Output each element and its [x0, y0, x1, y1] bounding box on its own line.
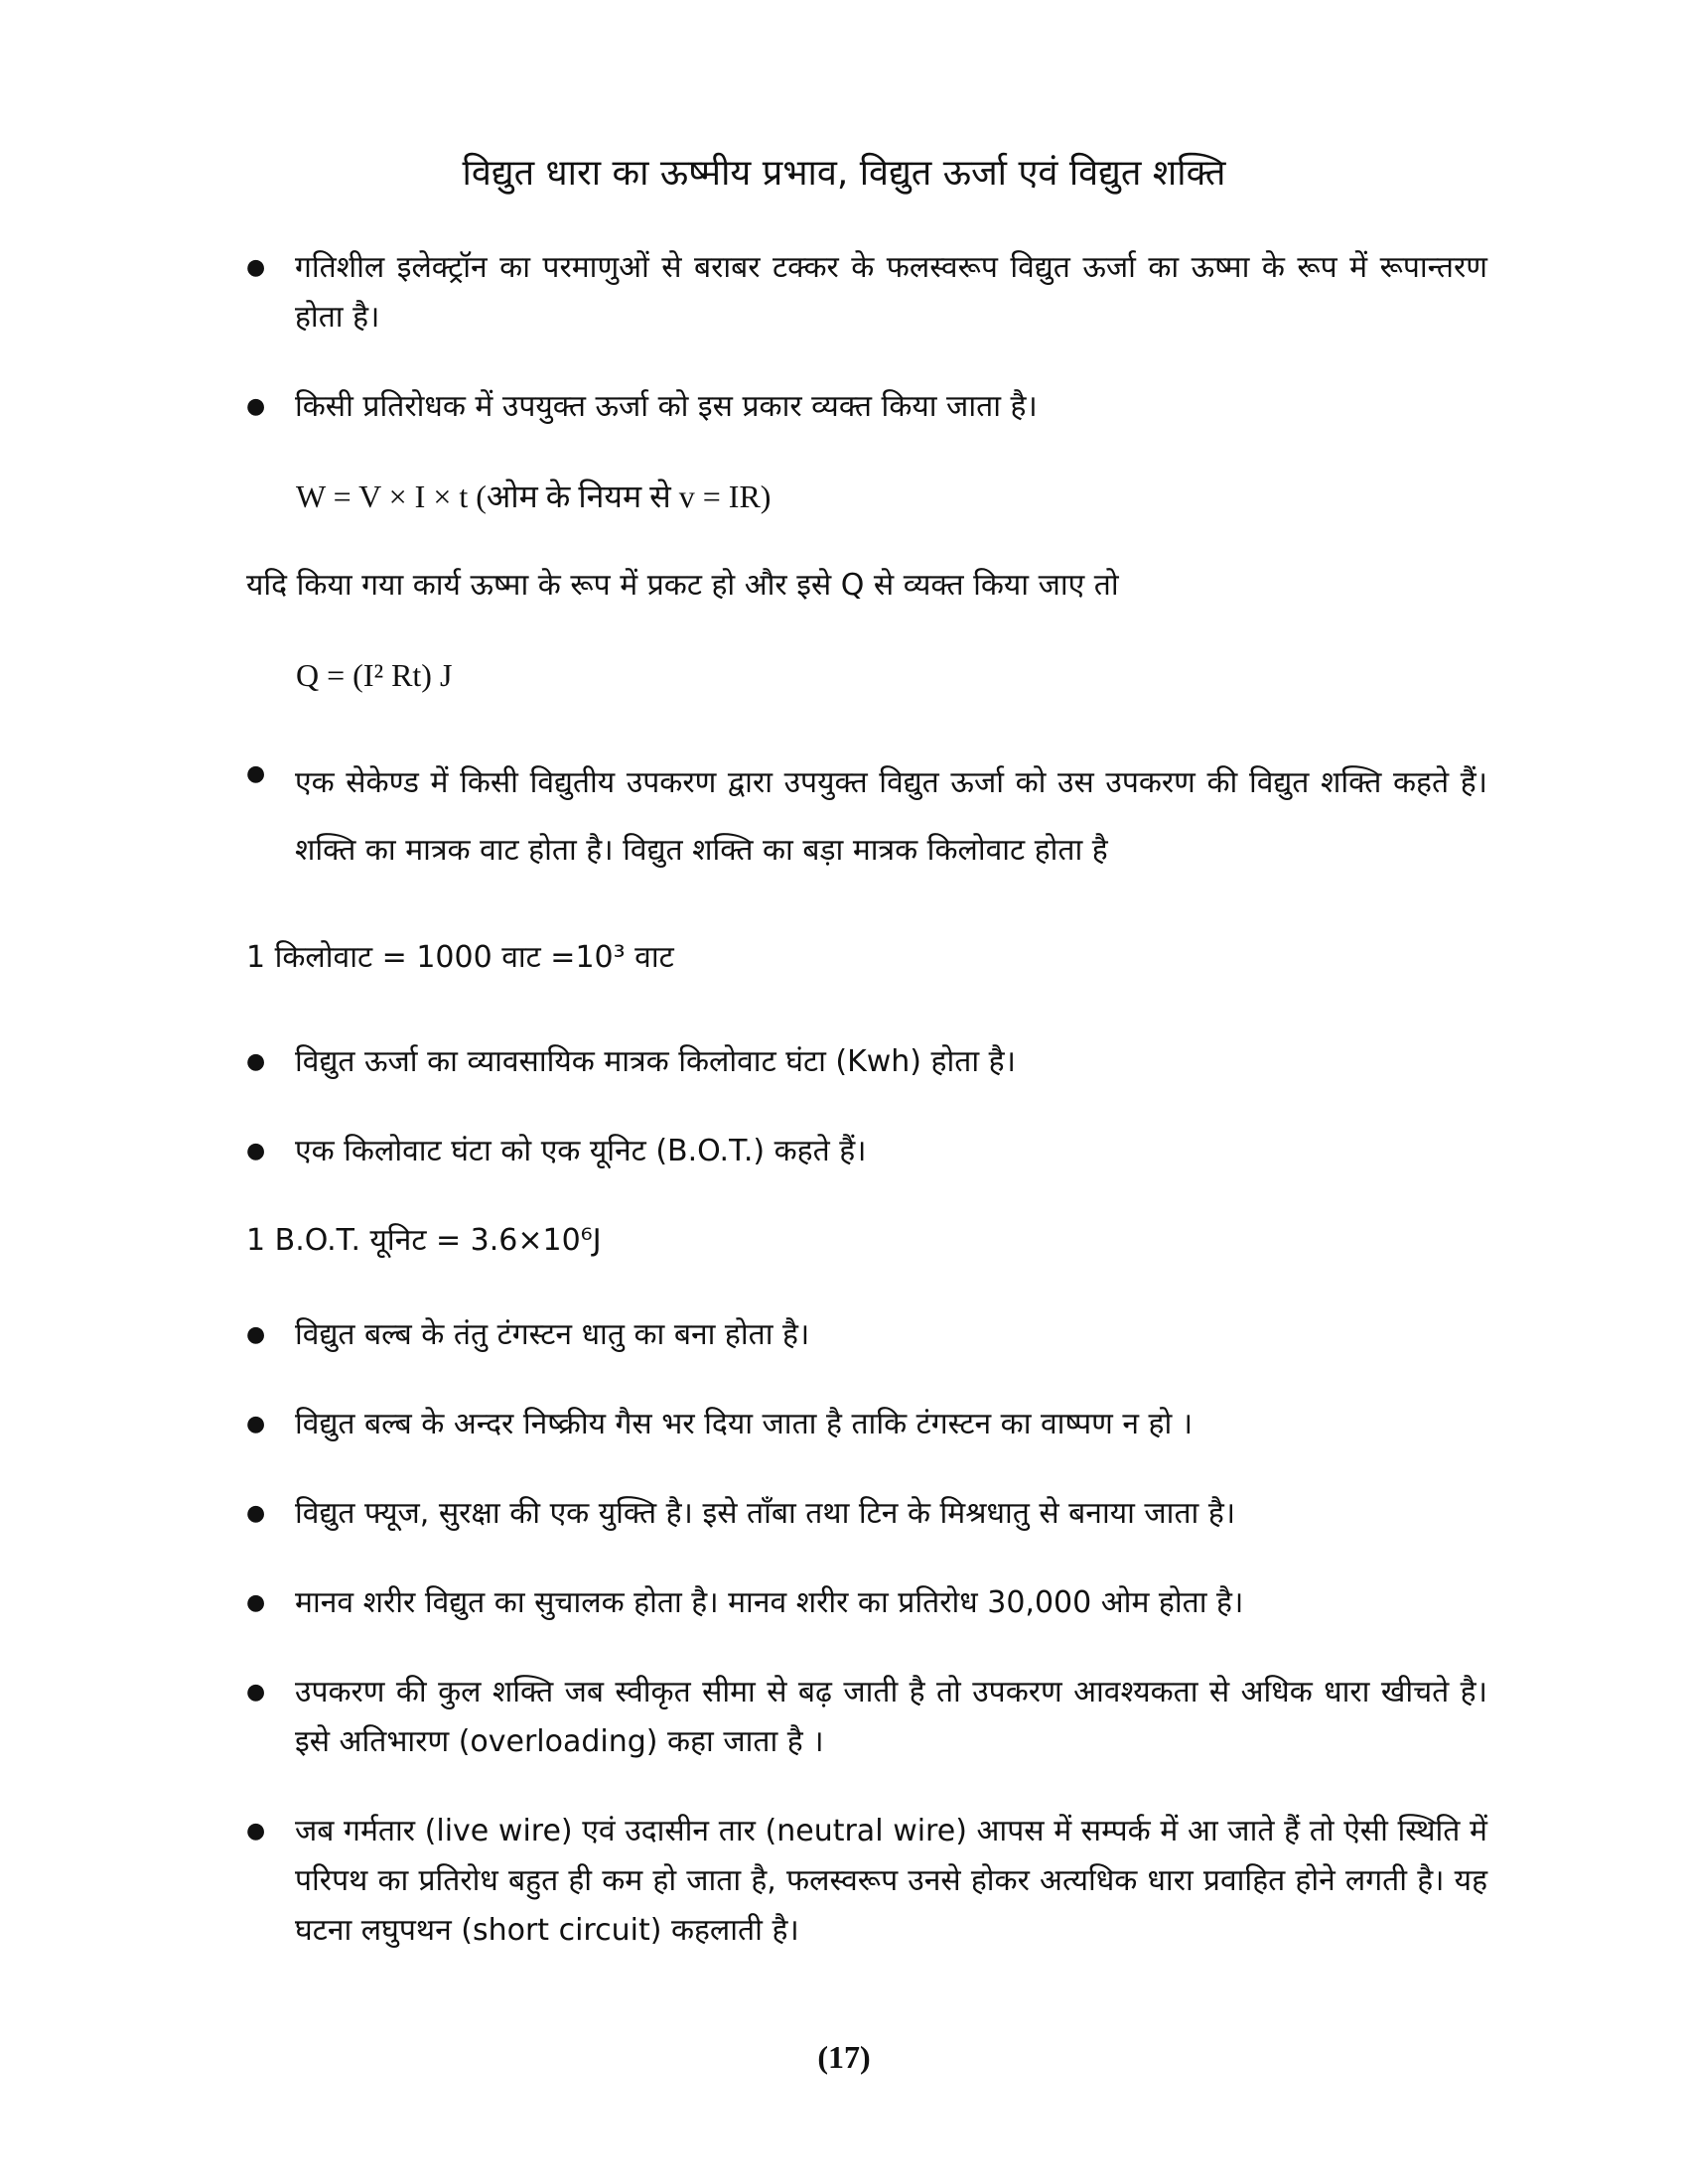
bullet-item: ● मानव शरीर विद्युत का सुचालक होता है। मानव शरीर का प्रतिरोध 30,000 ओम होता है। [246, 1578, 1487, 1628]
text-line: यदि किया गया कार्य ऊष्मा के रूप में प्रकट हो और इसे Q से व्यक्त किया जाए तो [246, 568, 1119, 603]
text-line: 1 किलोवाट = 1000 वाट =10³ वाट [246, 940, 674, 975]
bullet-item: ● एक सेकेण्ड में किसी विद्युतीय उपकरण द्वारा उपयुक्त विद्युत ऊर्जा को उस उपकरण की विद्युत शक्ति कहते हैं। शक्ति का मात्रक वाट होता है। विद्युत शक्ति का बड़ा मात्रक किलोवाट होता है [246, 750, 1487, 885]
bullet-item: ● किसी प्रतिरोधक में उपयुक्त ऊर्जा को इस प्रकार व्यक्त किया जाता है। [246, 382, 1487, 432]
bullet-item: ● विद्युत ऊर्जा का व्यावसायिक मात्रक किलोवाट घंटा (Kwh) होता है। [246, 1037, 1487, 1087]
bullet-item: ● विद्युत बल्ब के तंतु टंगस्टन धातु का बना होता है। [246, 1310, 1487, 1360]
page-title: विद्युत धारा का ऊष्मीय प्रभाव, विद्युत ऊर्जा एवं विद्युत शक्ति [462, 153, 1226, 194]
page-number: (17) [817, 2039, 871, 2075]
bullet-item: ● उपकरण की कुल शक्ति जब स्वीकृत सीमा से बढ़ जाती है तो उपकरण आवश्यकता से अधिक धारा खीचते है। इसे अतिभारण (overloading) कहा जाता है । [246, 1668, 1487, 1767]
equation: Q = (I² Rt) J [296, 657, 453, 693]
bullet-item: ● जब गर्मतार (live wire) एवं उदासीन तार (neutral wire) आपस में सम्पर्क में आ जाते हैं तो ऐसी स्थिति में परिपथ का प्रतिरोध बहुत ही कम हो जाता है, फलस्वरूप उनसे होकर अत्यधिक धारा प्रवाहित होने लगती है। यह घटना लघुपथन (short circuit) कहलाती है। [246, 1807, 1487, 1956]
bullet-item: ● विद्युत फ्यूज, सुरक्षा की एक युक्ति है। इसे ताँबा तथा टिन के मिश्रधातु से बनाया जाता है। [246, 1489, 1487, 1539]
text-line: 1 B.O.T. यूनिट = 3.6×10⁶J [246, 1223, 602, 1258]
equation: W = V × I × t (ओम के नियम से v = IR) [296, 478, 772, 514]
bullet-item: ● एक किलोवाट घंटा को एक यूनिट (B.O.T.) कहते हैं। [246, 1127, 1487, 1176]
bullet-item: ● विद्युत बल्ब के अन्दर निष्क्रीय गैस भर दिया जाता है ताकि टंगस्टन का वाष्पण न हो । [246, 1400, 1487, 1449]
bullet-item: ● गतिशील इलेक्ट्रॉन का परमाणुओं से बराबर टक्कर के फलस्वरूप विद्युत ऊर्जा का ऊष्मा के रूप में रूपान्तरण होता है। [246, 243, 1487, 342]
